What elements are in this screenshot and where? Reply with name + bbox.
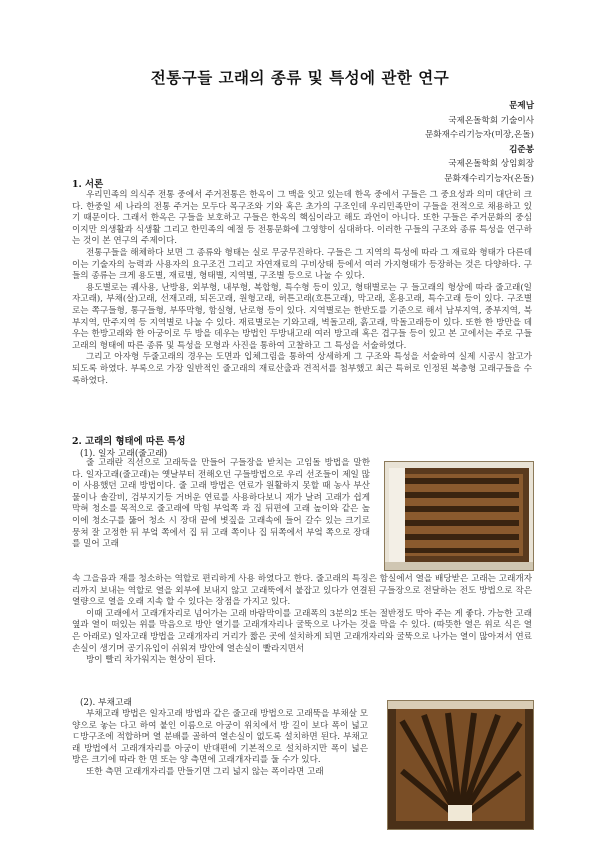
author-name: 문제남 bbox=[509, 101, 534, 111]
paragraph: 줄 고래란 직선으로 고래둑을 만들어 구들장을 받치는 고임돌 방법을 말한다. 일자고래(줄고래)는 옛날부터 전해오던 구들방법으로 우리 선조들이 제일 많이 사용했던 고래 방법이다. 줄 고래 방법은 연료가 원활하지 못할 때 농사 부산물이나 솔갈비, 검부지기등 거버운 연료를 사용하다보니 재가 날려 고래가 쉽게 막혀 청소를 목적으로 줄고래에 막힘 부엌쪽 과 집 뒤편에 고래 높이와 같은 높이에 청소구를 뚫어 청소 시 장대 끝에 볏짚을 고래속에 들어 갈수 있는 크기로 뭉쳐 잘 고정한 뒤 부엌 쪽에서 집 뒤 고래 쪽이나 집 뒤쪽에서 부엌 쪽으로 장대를 밀어 고래 bbox=[72, 458, 370, 550]
author-name: 김준봉 bbox=[509, 144, 534, 155]
author-affiliation: 문화재수리기능자(미장,온돌) bbox=[424, 130, 534, 140]
paragraph: 방이 빨리 차가워지는 현상이 된다. bbox=[86, 655, 216, 666]
paragraph: 그리고 아자형 두줄고래의 경우는 도면과 입체그림을 통하여 상세하게 그 구조와 특성을 서술하여 실제 시공시 참고가 되도록 하였다. 부록으로 가장 일반적인 줄고래의 재료산출과 견적서를 첨부했고 최근 특허로 인정된 복층형 고래구들을 수록하였다. bbox=[72, 352, 532, 386]
section-body bbox=[72, 574, 532, 667]
paragraph: 이때 고래에서 고래개자리로 넘어가는 고래 바람막이를 고래폭의 3분의2 또는 절반정도 막아 주는 게 좋다. 가능한 고래옆과 열이 떠있는 위를 막음으로 방안 열기를 고래개자리나 굴뚝으로 나가는 것을 막을 수 있다. (따뜻한 열은 위로 식은 열은 아래로) 일자고래 방법을 고래개자리 거리가 짧은 곳에 설치하게 되면 고래개자리와 굴뚝으로 나가는 열이 많아져서 연료 손실이 생기며 공기유입이 쉬워져 방안에 열손실이 빨라지면서 bbox=[72, 608, 532, 654]
section-heading: 1. 서론 bbox=[72, 179, 104, 190]
photo-fan-flue-ondol bbox=[387, 700, 534, 830]
photo-straight-flue-ondol bbox=[384, 461, 534, 571]
paper-title: 전통구들 고래의 종류 및 특성에 관한 연구 bbox=[150, 68, 450, 87]
section-body bbox=[72, 190, 532, 387]
paragraph: 전통구들을 해체하다 보면 그 종류와 형태는 실로 무궁무진하다. 구들은 그 지역의 특성에 따라 그 재료와 형태가 다른데 이는 기술자의 능력과 사용자의 요구조건 그리고 자연재료의 구비상태 등에서 여러 가지형태가 등장하는 것은 다양하다. 구들의 종류는 크게 용도별, 재료별, 형태별, 지역별, 구조별 등으로 나눌 수 있다. bbox=[72, 247, 532, 282]
subsection-heading: (2). 부채고래 bbox=[80, 698, 133, 708]
author-affiliation: 국제온돌학회 기술이사 bbox=[448, 115, 534, 126]
section-heading: 2. 고래의 형태에 따른 특성 bbox=[72, 436, 186, 447]
author-affiliation: 문화재수리기능자(온돌) bbox=[444, 173, 534, 184]
author-affiliation: 국제온돌학회 상임회장 bbox=[448, 159, 534, 169]
paragraph: 용도별로는 궤사용, 난방용, 외부형, 내부형, 복합형, 특수형 등이 있고, 형태별로는 구 들고래의 형상에 따라 줄고래(일자고래), 부채(살)고래, 선재고래, 되돈고래, 원형고래, 허튼고래(흐튼고래), 막고래, 혼용고래, 특수고래 등이 있다. 구조별로는 쪽구들형, 통구들형, 부뚜막형, 함실형, 난로형 등이 있다. 지역별로는 한반도를 기준으로 해서 남부지역, 중부지역, 북부지역, 만주지역 등 지역별로 나눌 수 있다. 재료별로는 기와고래, 벽돌고래, 흙고래, 막돌고래등이 있다. 또한 한 방만을 데우는 한방고래와 한 아궁이로 두 방을 데우는 방법인 두방내고래 여러 방고래 혹은 겹구들 등이 있고 본 고에서는 주로 구들고래의 형태에 따른 종류 및 특성을 모형과 사진을 통하여 고찰하고 그 특성을 서술하였다. bbox=[72, 282, 532, 351]
author-block bbox=[425, 99, 534, 186]
paragraph-beside-photo bbox=[72, 709, 368, 779]
paragraph: 또한 측면 고래개자리를 만들기면 그리 넓지 않는 폭이라면 고래 bbox=[86, 766, 324, 777]
subsection-heading: (1). 일자 고래(줄고래) bbox=[80, 449, 168, 459]
paragraph: 속 그을음과 재를 청소하는 역할로 편리하게 사용 하였다고 한다. 줄고래의 특징은 함실에서 열을 배당받은 고래는 고래개자리까지 보내는 역할로 열을 외부에 보내지 않고 고래뚝에서 붙잡고 있다가 연결된 구들장으로 전달하는 전도 방법으로 작은 열량으로 열을 오래 지속 할 수 있다는 장점을 가지고 있다. bbox=[72, 574, 532, 608]
paragraph-beside-photo bbox=[72, 458, 370, 551]
paragraph: 부채고래 방법은 일자고래 방법과 같은 줄고래 방법으로 고래뚝을 부채살 모양으로 놓는 다고 하여 붙인 이름으로 아궁이 위치에서 방 길이 보다 폭이 넓고 ㄷ방구조에 적합하며 열 분배를 골하여 열손실이 없도록 설치하면 된다. 부채고래 방법에서 고래개자리를 아궁이 반대편에 기본적으로 설치하지만 폭이 넓은 방은 크기에 따라 한 면 또는 양 측면에 고래개자리를 둘 수가 있다. bbox=[72, 709, 368, 766]
paragraph: 우리민족의 의식주 전통 중에서 주거전통은 한옥이 그 맥을 잇고 있는데 한옥 중에서 구들은 그 중요성과 의미 대단히 크다. 한중일 세 나라의 전통 주거는 모두다 목구조와 기와 혹은 초가의 구조인데 우리민족만이 구들을 전적으로 채용하고 있기 때문이다. 그래서 한옥은 구들을 보호하고 구들은 한옥의 핵심이라고 해도 과언이 아니다. 또한 구들은 주거문화의 중심이지만 의생활과 식생활 그리고 한민족의 예절 등 전통문화에 그영향이 심대하다. 이러한 구들의 구조와 종류 특성을 연구하는 것이 본 연구의 주제이다. bbox=[72, 190, 532, 247]
